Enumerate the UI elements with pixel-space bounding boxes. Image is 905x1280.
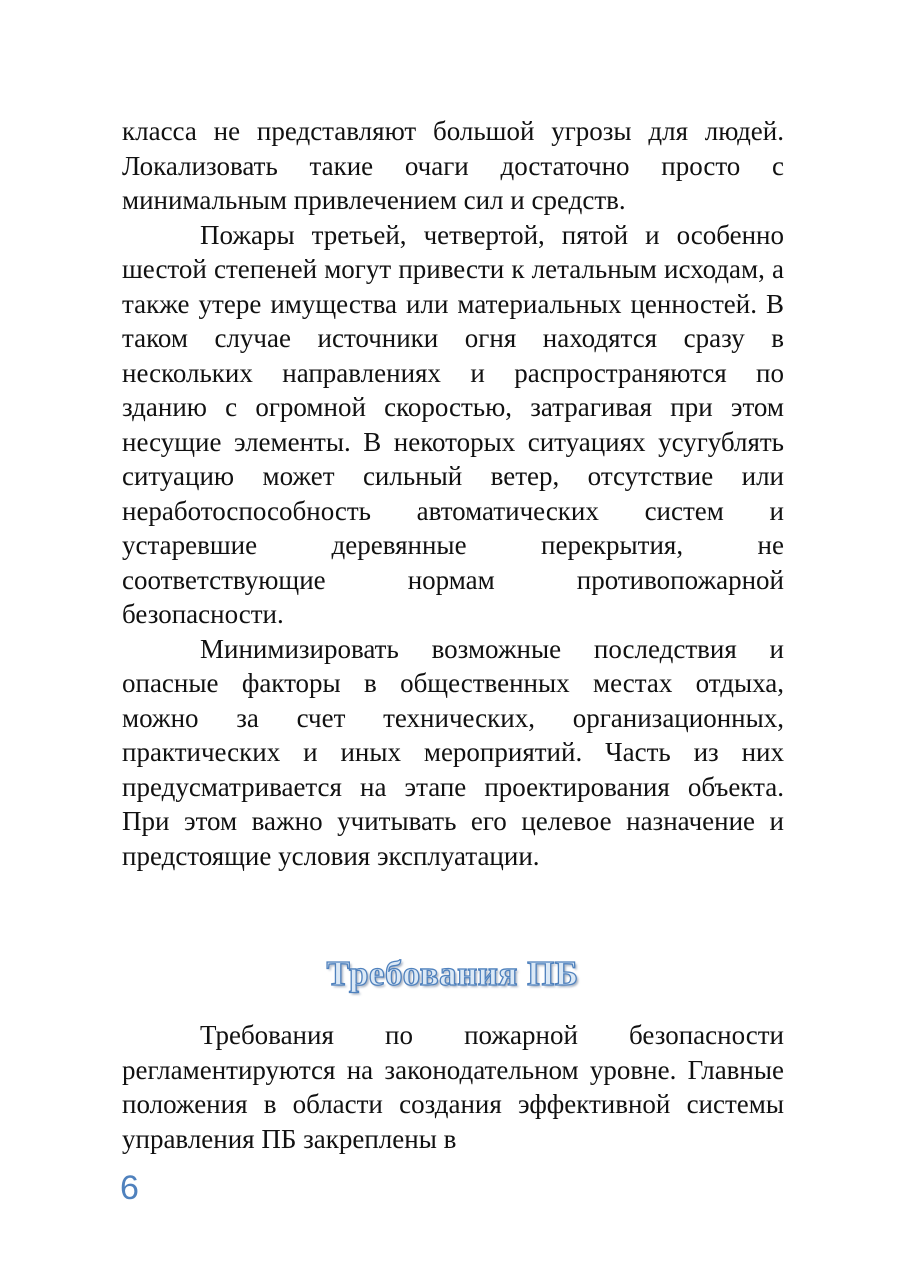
body-text-block [122, 114, 784, 873]
paragraph-fire-degrees: Пожары третьей, четвертой, пятой и особенно шестой степеней могут привести к летальным исходам, а также утере имущества или материальных ценностей. В таком случае источники огня находятся сразу в нескольких направлениях и распространяются по зданию с огромной скоростью, затрагивая при этом несущие элементы. В некоторых ситуациях усугублять ситуацию может сильный ветер, отсутствие или неработоспособность автоматических систем и устаревшие деревянные перекрытия, не соответствующие нормам противопожарной безопасности. [122, 219, 784, 629]
page-number: 6 [120, 1169, 139, 1207]
section-heading: Требования ПБ [326, 954, 579, 993]
paragraph-minimize-risks: Минимизировать возможные последствия и опасные факторы в общественных местах отдыха, можно за счет технических, организационных, практических и иных мероприятий. Часть из них предусматривается на этапе проектирования объекта. При этом важно учитывать его целевое назначение и предстоящие условия эксплуатации. [122, 633, 784, 871]
section-text-block [122, 1018, 784, 1156]
paragraph-continuation: класса не представляют большой угрозы для людей. Локализовать такие очаги достаточно просто с минимальным привлечением сил и средств. [122, 116, 784, 215]
paragraph-requirements: Требования по пожарной безопасности регламентируются на законодательном уровне. Главные положения в области создания эффективной системы управления ПБ закреплены в [122, 1020, 784, 1154]
